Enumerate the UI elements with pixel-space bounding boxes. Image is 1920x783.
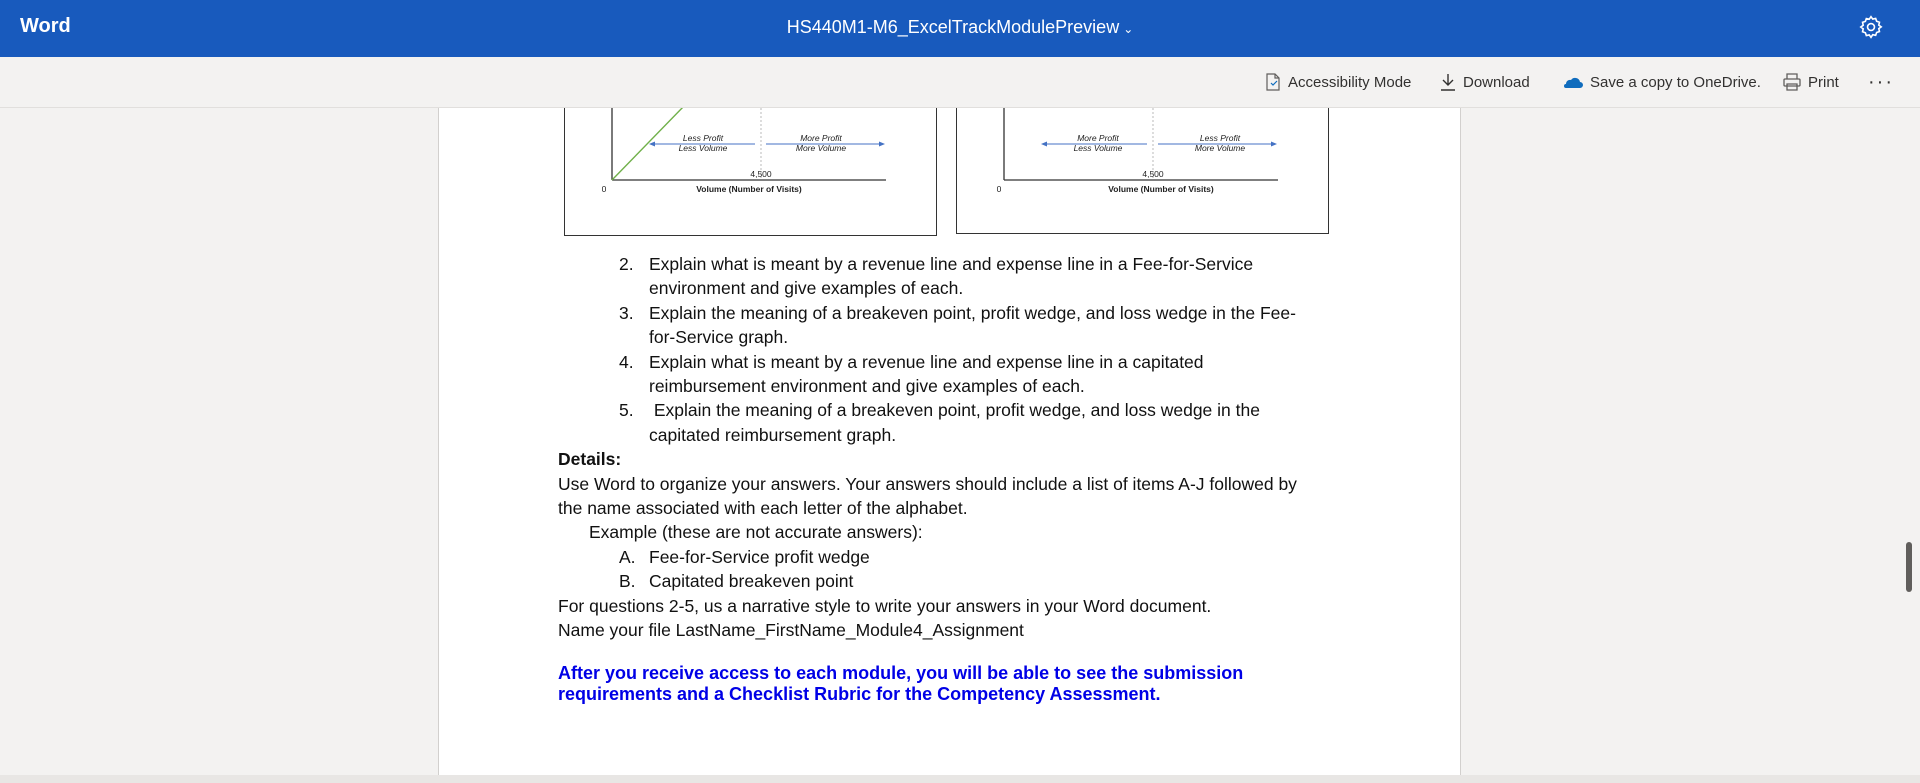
- arrowhead-right: [1271, 142, 1277, 147]
- print-label: Print: [1808, 73, 1839, 91]
- narrative-instructions: For questions 2-5, us a narrative style to write your answers in your Word document.: [558, 595, 1212, 616]
- file-name-instructions: Name your file LastName_FirstName_Module4_Assignment: [558, 620, 1024, 641]
- label-left-1: More Profit: [1077, 133, 1119, 143]
- label-right-1: More Profit: [800, 133, 842, 143]
- label-left-2: Less Volume: [1073, 143, 1123, 153]
- more-options-button[interactable]: ···: [1868, 70, 1894, 93]
- download-label: Download: [1463, 73, 1530, 91]
- list-item: [558, 545, 1358, 569]
- example-intro: Example (these are not accurate answers):: [589, 522, 923, 543]
- question-text-line-1: Explain what is meant by a revenue line and expense line in a capitated: [649, 351, 1204, 372]
- printer-icon: [1783, 73, 1801, 91]
- list-item: [558, 569, 1358, 593]
- list-item: [558, 301, 1358, 350]
- list-number: 4.: [619, 351, 634, 372]
- arrowhead-right: [879, 142, 885, 147]
- x-axis-label: Volume (Number of Visits): [1108, 184, 1214, 194]
- question-text-line-2: capitated reimbursement graph.: [649, 424, 897, 445]
- module-access-notice: [558, 663, 1358, 705]
- example-list: [558, 545, 1358, 594]
- question-list: [558, 252, 1358, 447]
- notice-line-2: requirements and a Checklist Rubric for the Competency Assessment.: [558, 683, 1161, 704]
- question-text-line-1: Explain the meaning of a breakeven point, profit wedge, and loss wedge in the: [649, 400, 1260, 421]
- settings-gear-icon[interactable]: [1858, 14, 1884, 40]
- print-button[interactable]: [1783, 57, 1839, 107]
- question-text-line-2: environment and give examples of each.: [649, 278, 964, 299]
- label-right-2: More Volume: [1194, 143, 1246, 153]
- accessibility-doc-icon: [1265, 73, 1281, 91]
- x-axis-label: Volume (Number of Visits): [696, 184, 802, 194]
- document-title[interactable]: [0, 17, 1920, 38]
- fee-for-service-graph: [564, 108, 937, 236]
- list-item: [558, 398, 1358, 447]
- document-title-text[interactable]: HS440M1-M6_ExcelTrackModulePreview: [786, 17, 1120, 37]
- arrowhead-left: [1041, 142, 1047, 147]
- fee-for-service-graph-drawing: [565, 108, 936, 235]
- question-text-line-2: reimbursement environment and give examples of each.: [649, 376, 1085, 397]
- list-number: 5.: [619, 400, 634, 421]
- list-number: 2.: [619, 254, 634, 274]
- document-body: [558, 252, 1358, 705]
- bottom-status-strip: [0, 775, 1920, 783]
- question-text-line-1: Explain the meaning of a breakeven point, profit wedge, and loss wedge in the Fee-: [649, 302, 1296, 323]
- tick-label: 4,500: [750, 169, 772, 179]
- list-letter: B.: [619, 571, 636, 592]
- origin-label: 0: [996, 184, 1002, 194]
- accessibility-mode-button[interactable]: [1265, 57, 1411, 107]
- label-left-1: Less Profit: [682, 133, 724, 143]
- notice-line-1: After you receive access to each module, you will be able to see the submission: [558, 662, 1244, 683]
- download-button[interactable]: [1440, 57, 1530, 107]
- details-paragraph-line-2: the name associated with each letter of the alphabet.: [558, 498, 968, 519]
- save-copy-label: Save a copy to OneDrive.: [1590, 73, 1761, 91]
- list-item: [558, 350, 1358, 399]
- question-text-line-1: Explain what is meant by a revenue line and expense line in a Fee-for-Service: [649, 254, 1254, 274]
- app-header: [0, 0, 1920, 57]
- arrowhead-left: [649, 142, 655, 147]
- list-item: [558, 252, 1358, 301]
- details-heading: Details:: [558, 449, 622, 470]
- capitated-graph-drawing: [957, 108, 1328, 233]
- accessibility-mode-label: Accessibility Mode: [1288, 73, 1412, 91]
- tick-label: 4,500: [1142, 169, 1164, 179]
- capitated-graph: [956, 108, 1329, 234]
- origin-label: 0: [601, 184, 607, 194]
- download-icon: [1440, 73, 1456, 91]
- example-text: Capitated breakeven point: [649, 571, 854, 592]
- details-paragraph-line-1: Use Word to organize your answers. Your answers should include a list of items A-J followed by: [558, 473, 1297, 494]
- label-right-2: More Volume: [795, 143, 847, 153]
- label-right-1: Less Profit: [1199, 133, 1241, 143]
- vertical-scrollbar-thumb[interactable]: [1906, 542, 1912, 592]
- app-name[interactable]: Word: [20, 15, 71, 37]
- question-text-line-2: for-Service graph.: [649, 327, 789, 348]
- save-copy-onedrive-button[interactable]: [1561, 57, 1761, 107]
- chevron-down-icon[interactable]: ⌄: [1123, 22, 1134, 36]
- onedrive-cloud-icon: [1561, 75, 1583, 89]
- example-text: Fee-for-Service profit wedge: [649, 546, 870, 567]
- list-letter: A.: [619, 546, 636, 567]
- list-number: 3.: [619, 302, 634, 323]
- label-left-2: Less Volume: [678, 143, 728, 153]
- details-paragraph: [558, 472, 1358, 521]
- command-bar: [0, 57, 1920, 108]
